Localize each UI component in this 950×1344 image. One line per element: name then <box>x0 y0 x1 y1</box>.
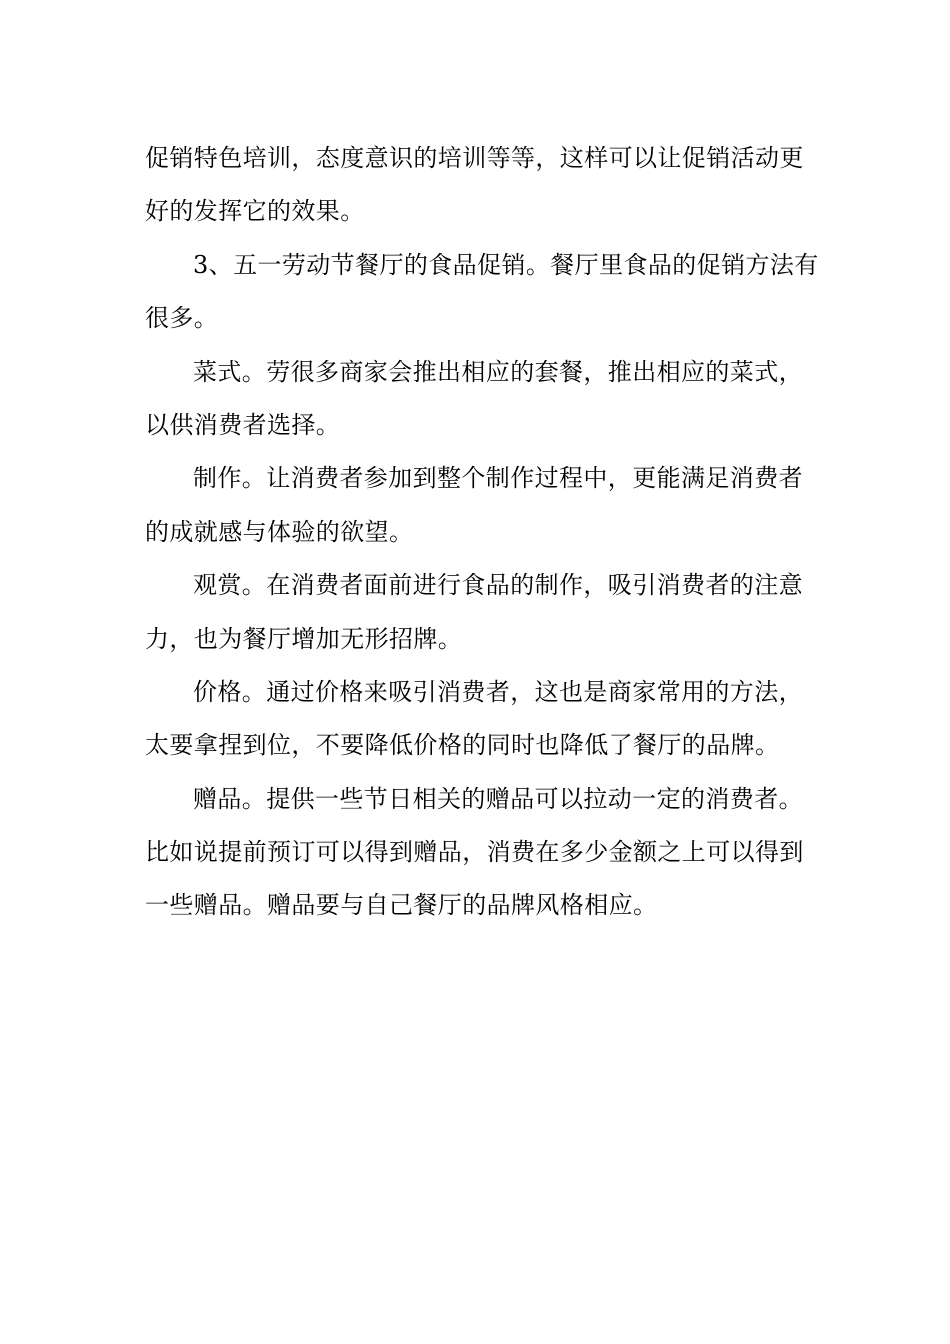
text-line: 3、五一劳动节餐厅的食品促销。餐厅里食品的促销方法有 <box>193 250 819 279</box>
document-body <box>145 132 819 933</box>
text-line: 制作。让消费者参加到整个制作过程中，更能满足消费者 <box>193 464 803 493</box>
text-line: 赠品。提供一些节日相关的赠品可以拉动一定的消费者。 <box>193 784 803 813</box>
text-line: 观赏。在消费者面前进行食品的制作，吸引消费者的注意 <box>193 571 803 600</box>
text-line: 菜式。劳很多商家会推出相应的套餐，推出相应的菜式， <box>193 357 803 386</box>
text-line: 以供消费者选择。 <box>145 410 341 439</box>
text-line: 促销特色培训，态度意识的培训等等，这样可以让促销活动更 <box>145 144 804 172</box>
text-line: 太要拿捏到位，不要降低价格的同时也降低了餐厅的品牌。 <box>145 731 780 760</box>
text-line: 好的发挥它的效果。 <box>145 197 365 226</box>
text-line: 很多。 <box>145 304 219 333</box>
text-line: 一些赠品。赠品要与自己餐厅的品牌风格相应。 <box>145 891 658 920</box>
paragraph-5 <box>145 559 808 666</box>
paragraph-6 <box>145 666 808 773</box>
text-line: 力，也为餐厅增加无形招牌。 <box>145 624 463 653</box>
paragraph-3 <box>145 346 808 453</box>
paragraph-2 <box>145 239 819 346</box>
paragraph-7 <box>145 773 808 933</box>
paragraph-1 <box>145 132 808 239</box>
paragraph-4 <box>145 452 808 559</box>
text-line: 比如说提前预订可以得到赠品，消费在多少金额之上可以得到 <box>145 838 804 867</box>
text-line: 价格。通过价格来吸引消费者，这也是商家常用的方法， <box>193 677 803 706</box>
text-line: 的成就感与体验的欲望。 <box>145 517 414 546</box>
